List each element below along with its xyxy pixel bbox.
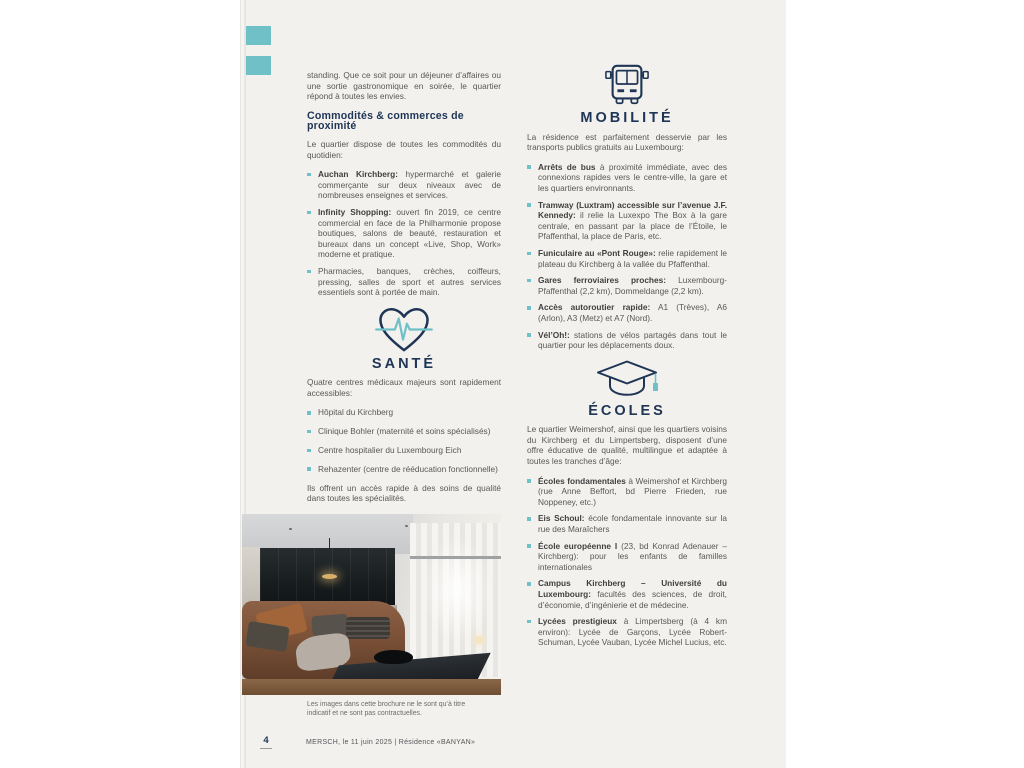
ecoles-list [527,476,727,648]
bus-icon [527,62,727,108]
photo-pillow [346,617,390,639]
list-item: École européenne I (23, bd Konrad Adenauer – Kirchberg): pour les enfants de familles internationales [527,541,727,573]
continuation-paragraph: standing. Que ce soit pour un déjeuner d’affaires ou une sortie gastronomique en soirée, le quartier répond à toutes les envies. [307,70,501,102]
list-item: Rehazenter (centre de rééducation fonctionnelle) [307,464,501,475]
photo-spotlight [405,525,408,527]
commodites-intro: Le quartier dispose de toutes les commodités du quotidien: [307,138,501,160]
list-item: Arrêts de bus à proximité immédiate, avec des connexions rapides vers le centre-ville, la gare et les quartiers environnants. [527,162,727,194]
photo-pendant-cord [329,538,330,576]
mobilite-title: MOBILITÉ [580,110,674,126]
teal-accent-block-2 [246,56,271,75]
sante-outro: Ils offrent un accès rapide à des soins de qualité dans toutes les spécialités. [307,482,501,504]
ecoles-title: ÉCOLES [588,402,666,419]
list-item: Pharmacies, banques, crèches, coiffeurs, pressing, salles de sport et autres services essentiels sont à portée de main. [307,266,501,298]
graduation-cap-icon [527,359,727,401]
sante-intro: Quatre centres médicaux majeurs sont rapidement accessibles: [307,377,501,398]
list-item: Accès autoroutier rapide: A1 (Trèves), A6 (Arlon), A3 (Metz) et A7 (Nord). [527,302,727,323]
photo-floor [242,679,501,695]
ecoles-intro: Le quartier Weimershof, ainsi que les quartiers voisins du Kirchberg et du Limpertsberg, disposent d’une offre éducative de qualité, multilingue et adaptée à toutes les tranches d’âge: [527,424,727,467]
list-item: Eis Schoul: école fondamentale innovante sur la rue des Maraîchers [527,513,727,534]
mobilite-intro: La résidence est parfaitement desservie par les transports publics gratuits au Luxembourg: [527,131,727,153]
right-column [527,62,727,654]
footer-text: MERSCH, le 11 juin 2025 | Résidence «BANYAN» [306,739,476,746]
list-item: Hôpital du Kirchberg [307,407,501,418]
list-item: Funiculaire au «Pont Rouge»: relie rapidement le plateau du Kirchberg à la vallée du Pfaffenthal. [527,248,727,269]
interior-photo [242,514,501,695]
list-item: Infinity Shopping: ouvert fin 2019, ce centre commercial en face de la Philharmonie propose boutiques, salons de beauté, restauration et bureaux dans un concept «Live, Shop, Work» moderne et pratique. [307,207,501,260]
page-number: 4 [260,735,272,749]
list-item: Auchan Kirchberg: hypermarché et galerie commerçante sur deux niveaux avec de nombreuses enseignes et services. [307,169,501,201]
list-item: Tramway (Luxtram) accessible sur l’avenue J.F. Kennedy: il relie la Luxexpo The Box à la gare centrale, en passant par la place de l’Étoile, le Pfaffenthal, la place de Paris, etc. [527,200,727,242]
list-item: Vél’Oh!: stations de vélos partagés dans tout le quartier pour les déplacements doux. [527,330,727,351]
list-item: Campus Kirchberg – Université du Luxembourg: facultés des sciences, de droit, d’économie, d’ingénierie et de médecine. [527,578,727,610]
photo-daylight-glow [423,536,490,645]
left-column [307,70,501,513]
list-item: Gares ferroviaires proches: Luxembourg-Pfaffenthal (2,2 km), Dommeldange (2,2 km). [527,275,727,296]
sante-title: SANTÉ [371,355,437,372]
list-item: Écoles fondamentales à Weimershof et Kirchberg (rue Anne Beffort, bd Pierre Frieden, rue Noppeney, etc.) [527,476,727,508]
heart-pulse-icon [307,306,501,354]
photo-pendant-light [322,574,337,579]
teal-accent-block-1 [246,26,271,45]
photo-caption: Les images dans cette brochure ne le sont qu’à titre indicatif et ne sont pas contractuelles. [307,701,466,717]
mobilite-list [527,162,727,351]
list-item: Lycées prestigieux à Limpertsberg (à 4 km environ): Lycée de Garçons, Lycée Robert-Schuman, Lycée Vauban, Lycée Michel Lucius, etc. [527,616,727,648]
commodites-list [307,169,501,298]
photo-curtain-rail [410,556,501,559]
photo-bowl [374,650,413,664]
list-item: Centre hospitalier du Luxembourg Eich [307,445,501,456]
sante-list [307,407,501,474]
commodites-heading: Commodités & commerces de proximité [307,109,464,133]
brochure-page [240,0,786,768]
list-item: Clinique Bohler (maternité et soins spécialisés) [307,426,501,437]
